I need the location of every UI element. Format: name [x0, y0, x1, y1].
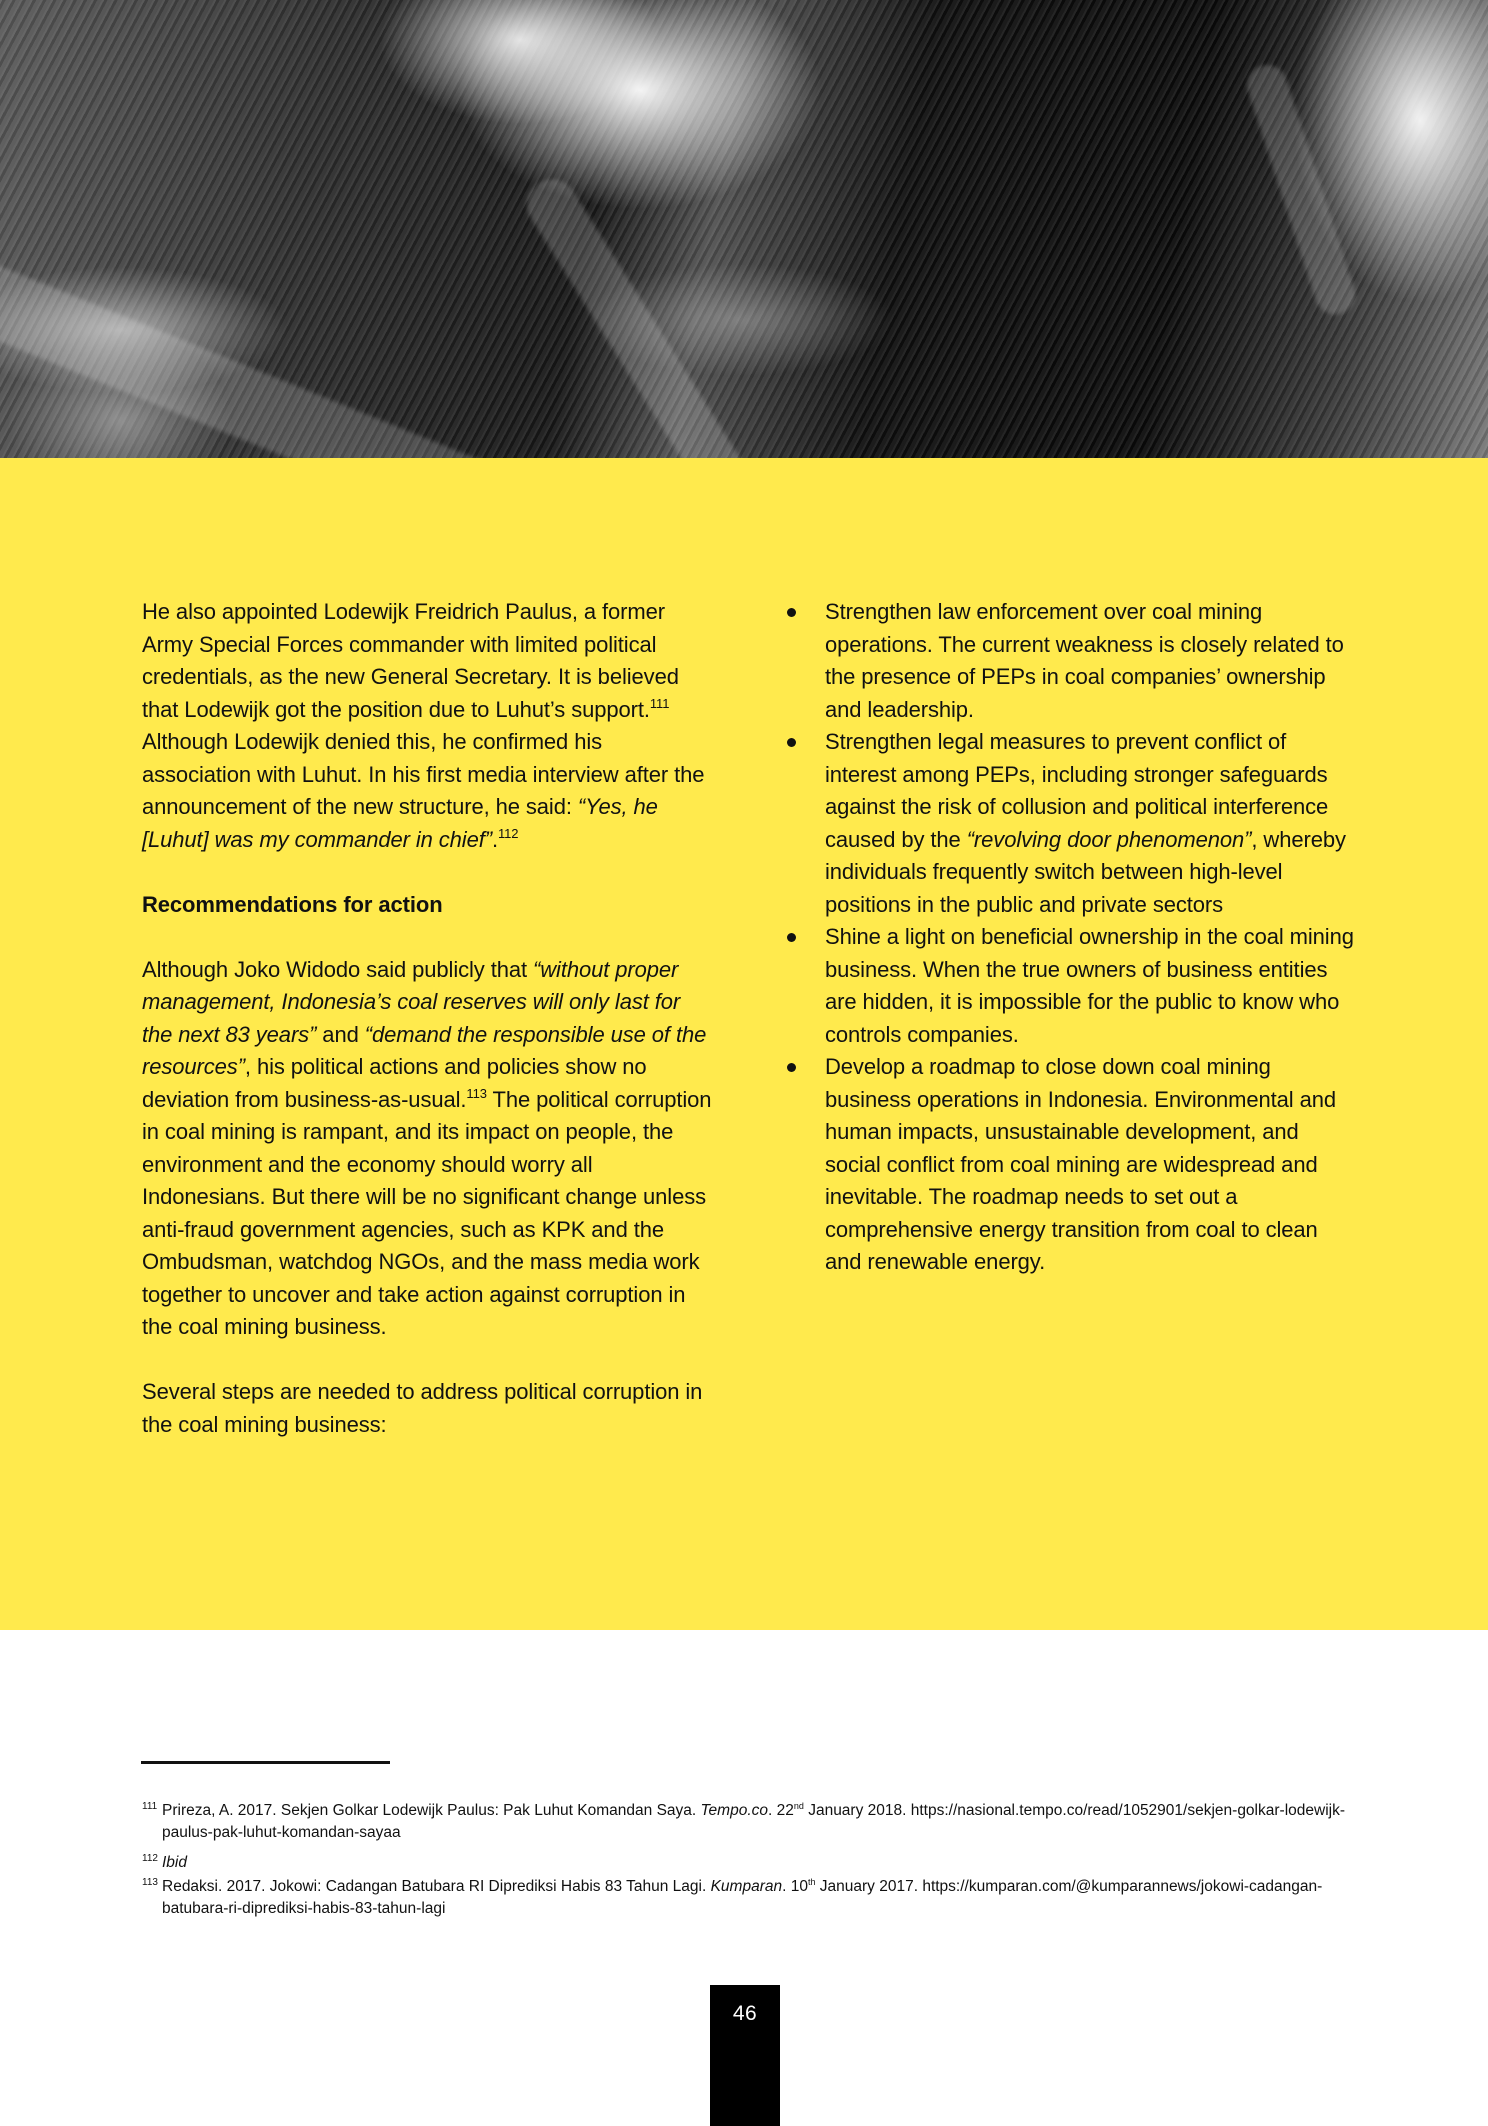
footnote-number: 112	[142, 1853, 158, 1864]
page-number: 46	[732, 2002, 758, 2025]
photo-texture	[518, 170, 762, 458]
bullet-icon	[787, 1063, 796, 1072]
source-title: Kumparan	[710, 1878, 783, 1895]
section-heading: Recommendations for action	[142, 891, 443, 917]
photo-texture	[1242, 60, 1360, 320]
page-number-tab	[710, 1985, 780, 2126]
quote: “without proper management, Indonesia’s coal reserves will only last for the next 83 years”	[142, 956, 681, 1047]
footnote-number: 111	[142, 1801, 158, 1812]
footnote-number: 113	[142, 1877, 158, 1888]
hero-photo	[0, 0, 1488, 458]
list-item: Develop a roadmap to close down coal mining business operations in Indonesia. Environmental and human impacts, unsustainable development, and social conflict from coal mining are widespread and inevitable. The roadmap needs to set out a comprehensive energy transition from coal to clean and renewable energy.	[787, 1051, 1357, 1279]
bullet-icon	[787, 933, 796, 942]
footnote-divider	[141, 1761, 390, 1764]
quote: “Yes, he [Luhut] was my commander in chief”	[142, 794, 658, 852]
section-heading-wrapper	[142, 889, 712, 922]
footnote-ref[interactable]: 112	[497, 825, 519, 841]
photo-texture	[0, 250, 516, 458]
list-item: Shine a light on beneficial ownership in the coal mining business. When the true owners of business entities are hidden, it is impossible for the public to know who controls companies.	[787, 921, 1357, 1051]
source-title: Tempo.co	[700, 1802, 769, 1819]
footnotes	[142, 1800, 1362, 1926]
right-column	[787, 596, 1357, 1279]
list-item: Strengthen legal measures to prevent conflict of interest among PEPs, including stronger safeguards against the risk of collusion and political interference caused by the “revolving door phenomenon”, whereby individuals frequently switch between high-level positions in the public and private sectors	[787, 726, 1357, 921]
recommendation-list	[787, 596, 1357, 1279]
footnote-111: 111 Prireza, A. 2017. Sekjen Golkar Lodewijk Paulus: Pak Luhut Komandan Saya. Tempo.co. 22nd January 2018. https://nasional.tempo.co/read/1052901/sekjen-golkar-lodewijk-paulus-pak-luhut-komandan-sayaa	[142, 1800, 1362, 1844]
footnote-ref[interactable]: 111	[649, 695, 670, 711]
footnote-link[interactable]: January 2018. https://nasional.tempo.co/read/1052901/sekjen-golkar-lodewijk-paulus-pak-luhut-komandan-sayaa	[162, 1802, 1345, 1841]
bullet-icon	[787, 608, 796, 617]
bullet-icon	[787, 738, 796, 747]
footnote-113: 113 Redaksi. 2017. Jokowi: Cadangan Batubara RI Diprediksi Habis 83 Tahun Lagi. Kumparan. 10th January 2017. https://kumparan.com/@kumparannews/jokowi-cadangan-batubara-ri-diprediksi-habis-83-tahun-lagi	[142, 1876, 1362, 1920]
paragraph-steps: Several steps are needed to address political corruption in the coal mining business:	[142, 1379, 703, 1437]
footnote-112	[142, 1852, 1362, 1874]
paragraph-widodo: Although Joko Widodo said publicly that “without proper management, Indonesia’s coal reserves will only last for the next 83 years” and “demand the responsible use of the resources”, his political actions and policies show no deviation from business-as-usual.$^{113}$ The political corruption in coal mining is rampant, and its impact on people, the environment and the economy should worry all Indonesians. But there will be no significant change unless anti-fraud government agencies, such as KPK and the Ombudsman, watchdog NGOs, and the mass media work together to uncover and take action against corruption in the coal mining business.	[142, 956, 712, 1339]
list-item: Strengthen law enforcement over coal mining operations. The current weakness is closely related to the presence of PEPs in coal companies’ ownership and leadership.	[787, 596, 1357, 726]
quote: “revolving door phenomenon”	[966, 826, 1252, 852]
left-column	[142, 596, 712, 1441]
footnote-link[interactable]: January 2017. https://kumparan.com/@kumparannews/jokowi-cadangan-batubara-ri-diprediksi-habis-83-tahun-lagi	[162, 1878, 1323, 1917]
quote: “demand the responsible use of the resources”	[142, 1021, 707, 1079]
footnote-ref[interactable]: 113	[466, 1085, 487, 1101]
source-title: Ibid	[162, 1854, 187, 1871]
paragraph-lodewijk: He also appointed Lodewijk Freidrich Paulus, a former Army Special Forces commander with limited political credentials, as the new General Secretary. It is believed that Lodewijk got the position due to Luhut’s support.$^{111}$ Although Lodewijk denied this, he confirmed his association with Luhut. In his first media interview after the announcement of the new structure, he said: “Yes, he [Luhut] was my commander in chief”.$^{112}$	[142, 599, 705, 852]
